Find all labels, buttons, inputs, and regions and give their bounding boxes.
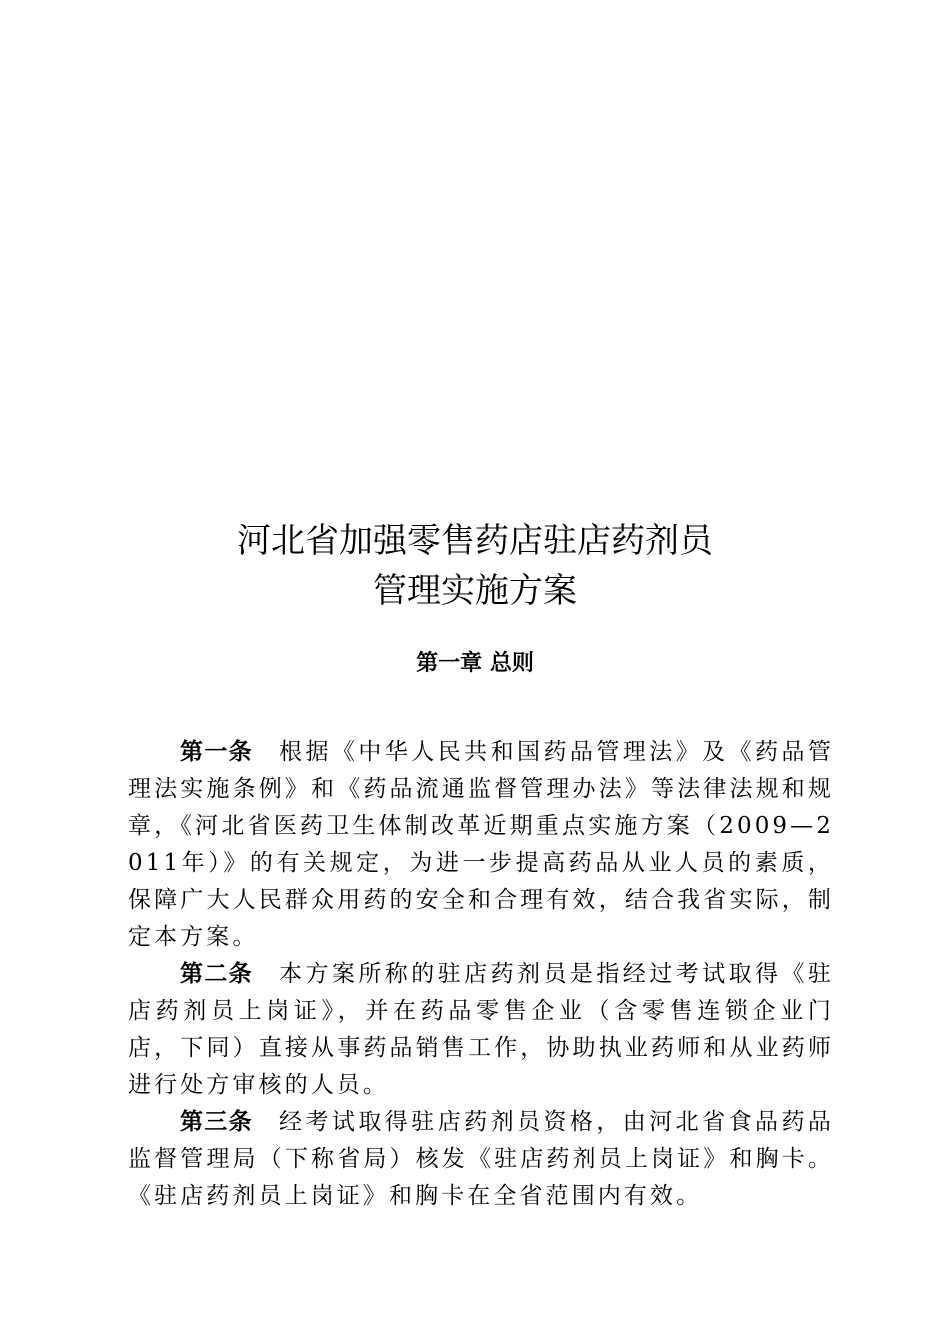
document-title	[0, 516, 950, 616]
document-body	[128, 734, 834, 1215]
article-label: 第一条	[180, 739, 254, 765]
article-label: 第三条	[180, 1109, 254, 1135]
document-title-line-2: 管理实施方案	[373, 571, 577, 611]
article-text: 根据《中华人民共和国药品管理法》及《药品管理法实施条例》和《药品流通监督管理办法》等法律法规和规章，《河北省医药卫生体制改革近期重点实施方案（2009—2011年）》的有关规定，为进一步提高药品从业人员的素质，保障广大人民群众用药的安全和合理有效，结合我省实际，制定本方案。	[128, 739, 834, 950]
article-label: 第二条	[180, 961, 254, 987]
article-text: 本方案所称的驻店药剂员是指经过考试取得《驻店药剂员上岗证》，并在药品零售企业（含零售连锁企业门店，下同）直接从事药品销售工作，协助执业药师和从业药师进行处方审核的人员。	[128, 961, 834, 1098]
article-paragraph	[128, 956, 834, 1104]
article-paragraph	[128, 1104, 834, 1215]
article-paragraph	[128, 734, 834, 956]
article-text: 经考试取得驻店药剂员资格，由河北省食品药品监督管理局（下称省局）核发《驻店药剂员上岗证》和胸卡。《驻店药剂员上岗证》和胸卡在全省范围内有效。	[128, 1109, 834, 1209]
chapter-heading: 第一章 总则	[416, 651, 534, 676]
document-title-line-1: 河北省加强零售药店驻店药剂员	[237, 521, 713, 561]
